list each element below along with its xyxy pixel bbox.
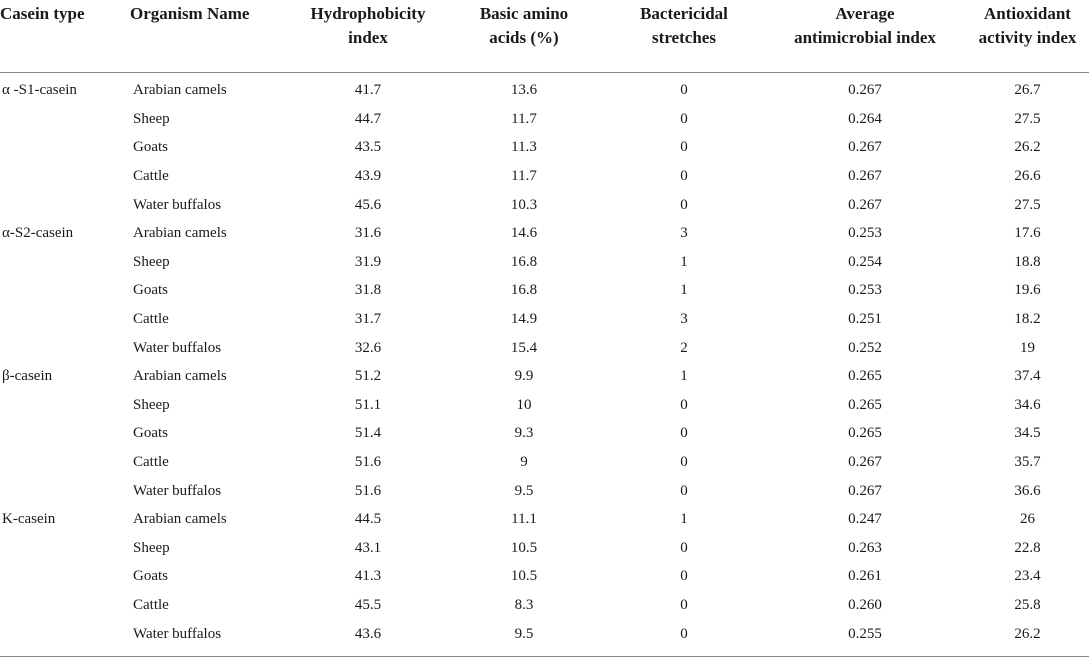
cell-organism-name: Sheep: [133, 253, 170, 270]
table-body: [0, 72, 1089, 648]
header-hydrophobicity-index: Hydrophobicity index: [292, 0, 444, 72]
table-row: [0, 505, 1089, 534]
cell-average-antimicrobial-index: 0.265: [848, 396, 882, 413]
cell-hydrophobicity-index: 31.6: [354, 225, 382, 242]
table-row: [0, 248, 1089, 277]
cell-average-antimicrobial-index: 0.253: [848, 225, 882, 242]
cell-hydrophobicity-index: 45.5: [354, 596, 382, 613]
table-row: [0, 305, 1089, 334]
cell-hydrophobicity-index: 31.7: [354, 311, 382, 328]
cell-antioxidant-activity-index: 18.8: [1014, 253, 1041, 270]
cell-hydrophobicity-index: 31.8: [354, 282, 382, 299]
cell-bactericidal-stretches: 0: [680, 596, 688, 613]
cell-antioxidant-activity-index: 34.5: [1014, 425, 1041, 442]
cell-casein-type: [0, 448, 130, 477]
cell-bactericidal-stretches: 0: [680, 110, 688, 127]
cell-basic-amino-acids: 16.8: [510, 282, 538, 299]
cell-average-antimicrobial-index: 0.265: [848, 368, 882, 385]
cell-basic-amino-acids: 15.4: [510, 339, 538, 356]
cell-antioxidant-activity-index: 34.6: [1014, 396, 1041, 413]
cell-average-antimicrobial-index: 0.260: [848, 596, 882, 613]
cell-casein-type: β-casein: [2, 368, 53, 385]
cell-average-antimicrobial-index: 0.261: [848, 568, 882, 585]
cell-antioxidant-activity-index: 26.2: [1014, 625, 1041, 642]
header-organism-name: Organism Name: [130, 0, 292, 72]
cell-hydrophobicity-index: 43.9: [354, 168, 382, 185]
cell-casein-type: [0, 305, 130, 334]
cell-basic-amino-acids: 9: [520, 454, 528, 471]
cell-organism-name: Cattle: [133, 311, 169, 328]
cell-casein-type: [0, 391, 130, 420]
table-row: [0, 105, 1089, 134]
cell-hydrophobicity-index: 51.6: [354, 482, 382, 499]
cell-hydrophobicity-index: 51.2: [354, 368, 382, 385]
cell-bactericidal-stretches: 3: [680, 311, 688, 328]
cell-casein-type: [0, 420, 130, 449]
table-row: [0, 448, 1089, 477]
cell-antioxidant-activity-index: 26.2: [1014, 139, 1041, 156]
cell-antioxidant-activity-index: 35.7: [1014, 454, 1041, 471]
table-row: [0, 72, 1089, 105]
cell-bactericidal-stretches: 2: [680, 339, 688, 356]
cell-bactericidal-stretches: 1: [680, 511, 688, 528]
cell-average-antimicrobial-index: 0.253: [848, 282, 882, 299]
cell-antioxidant-activity-index: 19: [1020, 339, 1035, 356]
cell-casein-type: [0, 591, 130, 620]
header-average-antimicrobial-index: Average antimicrobial index: [764, 0, 966, 72]
cell-average-antimicrobial-index: 0.267: [848, 168, 882, 185]
table-row: [0, 391, 1089, 420]
table-header: [0, 0, 1089, 72]
cell-hydrophobicity-index: 31.9: [354, 253, 382, 270]
cell-hydrophobicity-index: 44.7: [354, 110, 382, 127]
cell-casein-type: [0, 277, 130, 306]
cell-organism-name: Sheep: [133, 110, 170, 127]
table-row: [0, 563, 1089, 592]
cell-organism-name: Water buffalos: [133, 196, 222, 213]
cell-basic-amino-acids: 14.6: [510, 225, 538, 242]
table-row: [0, 162, 1089, 191]
cell-organism-name: Water buffalos: [133, 482, 222, 499]
cell-casein-type: [0, 534, 130, 563]
table-row: [0, 134, 1089, 163]
cell-basic-amino-acids: 10.5: [510, 568, 538, 585]
cell-basic-amino-acids: 9.3: [514, 425, 534, 442]
cell-antioxidant-activity-index: 26: [1020, 511, 1035, 528]
header-basic-amino-acids: Basic amino acids (%): [444, 0, 604, 72]
cell-basic-amino-acids: 10: [516, 396, 532, 413]
cell-basic-amino-acids: 9.5: [514, 482, 534, 499]
cell-hydrophobicity-index: 51.6: [354, 454, 382, 471]
cell-average-antimicrobial-index: 0.267: [848, 139, 882, 156]
cell-average-antimicrobial-index: 0.263: [848, 539, 882, 556]
header-row: [0, 0, 1089, 72]
cell-basic-amino-acids: 16.8: [510, 253, 538, 270]
cell-organism-name: Cattle: [133, 454, 169, 471]
cell-hydrophobicity-index: 41.7: [354, 82, 382, 99]
cell-hydrophobicity-index: 51.4: [354, 425, 382, 442]
cell-organism-name: Goats: [133, 282, 168, 299]
cell-hydrophobicity-index: 41.3: [354, 568, 382, 585]
cell-average-antimicrobial-index: 0.255: [848, 625, 882, 642]
cell-bactericidal-stretches: 0: [680, 396, 688, 413]
cell-bactericidal-stretches: 0: [680, 625, 688, 642]
table-row: [0, 277, 1089, 306]
cell-organism-name: Arabian camels: [133, 225, 227, 242]
table-row: [0, 534, 1089, 563]
cell-organism-name: Sheep: [133, 539, 170, 556]
cell-organism-name: Goats: [133, 139, 168, 156]
cell-antioxidant-activity-index: 26.6: [1014, 168, 1041, 185]
cell-antioxidant-activity-index: 37.4: [1014, 368, 1041, 385]
footer-rule: [0, 648, 1089, 657]
cell-average-antimicrobial-index: 0.267: [848, 454, 882, 471]
cell-basic-amino-acids: 8.3: [514, 596, 534, 613]
cell-bactericidal-stretches: 0: [680, 539, 688, 556]
cell-bactericidal-stretches: 1: [680, 368, 688, 385]
cell-casein-type: [0, 134, 130, 163]
cell-casein-type: [0, 334, 130, 363]
cell-average-antimicrobial-index: 0.251: [848, 311, 882, 328]
cell-organism-name: Water buffalos: [133, 339, 222, 356]
cell-basic-amino-acids: 11.7: [511, 110, 537, 127]
cell-basic-amino-acids: 9.5: [514, 625, 534, 642]
table-row: [0, 191, 1089, 220]
cell-basic-amino-acids: 11.1: [511, 511, 537, 528]
cell-organism-name: Goats: [133, 425, 168, 442]
cell-hydrophobicity-index: 43.1: [354, 539, 382, 556]
cell-bactericidal-stretches: 1: [680, 282, 688, 299]
cell-bactericidal-stretches: 0: [680, 568, 688, 585]
cell-basic-amino-acids: 11.3: [511, 139, 537, 156]
cell-hydrophobicity-index: 32.6: [354, 339, 382, 356]
cell-antioxidant-activity-index: 27.5: [1014, 196, 1041, 213]
table-row: [0, 420, 1089, 449]
cell-casein-type: [0, 191, 130, 220]
cell-antioxidant-activity-index: 18.2: [1014, 311, 1041, 328]
cell-organism-name: Arabian camels: [133, 368, 227, 385]
cell-bactericidal-stretches: 0: [680, 139, 688, 156]
table-row: [0, 477, 1089, 506]
table-row: [0, 219, 1089, 248]
cell-antioxidant-activity-index: 19.6: [1014, 282, 1041, 299]
cell-casein-type: [0, 162, 130, 191]
cell-casein-type: [0, 477, 130, 506]
header-casein-type: Casein type: [0, 0, 130, 72]
cell-organism-name: Arabian camels: [133, 82, 227, 99]
cell-basic-amino-acids: 13.6: [510, 82, 538, 99]
cell-basic-amino-acids: 11.7: [511, 168, 537, 185]
cell-antioxidant-activity-index: 27.5: [1014, 110, 1041, 127]
cell-antioxidant-activity-index: 17.6: [1014, 225, 1041, 242]
cell-hydrophobicity-index: 43.5: [354, 139, 382, 156]
cell-organism-name: Sheep: [133, 396, 170, 413]
cell-organism-name: Water buffalos: [133, 625, 222, 642]
cell-average-antimicrobial-index: 0.267: [848, 82, 882, 99]
cell-antioxidant-activity-index: 25.8: [1014, 596, 1041, 613]
cell-bactericidal-stretches: 0: [680, 482, 688, 499]
cell-antioxidant-activity-index: 36.6: [1014, 482, 1041, 499]
table-footer: [0, 648, 1089, 657]
cell-hydrophobicity-index: 51.1: [354, 396, 382, 413]
cell-bactericidal-stretches: 3: [680, 225, 688, 242]
cell-casein-type: [0, 620, 130, 649]
cell-organism-name: Cattle: [133, 168, 169, 185]
cell-casein-type: α-S2-casein: [2, 225, 74, 242]
header-bactericidal-stretches: Bactericidal stretches: [604, 0, 764, 72]
cell-casein-type: α -S1-casein: [2, 82, 77, 99]
cell-hydrophobicity-index: 45.6: [354, 196, 382, 213]
table-row: [0, 620, 1089, 649]
table-row: [0, 334, 1089, 363]
cell-antioxidant-activity-index: 23.4: [1014, 568, 1041, 585]
cell-bactericidal-stretches: 0: [680, 82, 688, 99]
cell-antioxidant-activity-index: 26.7: [1014, 82, 1041, 99]
cell-average-antimicrobial-index: 0.265: [848, 425, 882, 442]
table-row: [0, 362, 1089, 391]
cell-organism-name: Goats: [133, 568, 168, 585]
cell-average-antimicrobial-index: 0.252: [848, 339, 882, 356]
cell-casein-type: [0, 563, 130, 592]
cell-antioxidant-activity-index: 22.8: [1014, 539, 1041, 556]
cell-organism-name: Cattle: [133, 596, 169, 613]
cell-hydrophobicity-index: 43.6: [354, 625, 382, 642]
cell-casein-type: [0, 105, 130, 134]
cell-basic-amino-acids: 14.9: [510, 311, 538, 328]
footer-rule-row: [0, 648, 1089, 657]
cell-basic-amino-acids: 9.9: [514, 368, 534, 385]
cell-basic-amino-acids: 10.3: [510, 196, 538, 213]
cell-bactericidal-stretches: 0: [680, 425, 688, 442]
cell-bactericidal-stretches: 1: [680, 253, 688, 270]
cell-hydrophobicity-index: 44.5: [354, 511, 382, 528]
cell-average-antimicrobial-index: 0.264: [848, 110, 882, 127]
cell-organism-name: Arabian camels: [133, 511, 227, 528]
cell-bactericidal-stretches: 0: [680, 196, 688, 213]
cell-bactericidal-stretches: 0: [680, 168, 688, 185]
table-row: [0, 591, 1089, 620]
cell-average-antimicrobial-index: 0.247: [848, 511, 882, 528]
cell-average-antimicrobial-index: 0.267: [848, 196, 882, 213]
cell-average-antimicrobial-index: 0.254: [848, 253, 882, 270]
cell-casein-type: K-casein: [2, 511, 56, 528]
header-antioxidant-activity-index: Antioxidant activity index: [966, 0, 1089, 72]
cell-casein-type: [0, 248, 130, 277]
cell-average-antimicrobial-index: 0.267: [848, 482, 882, 499]
cell-bactericidal-stretches: 0: [680, 454, 688, 471]
cell-basic-amino-acids: 10.5: [510, 539, 538, 556]
